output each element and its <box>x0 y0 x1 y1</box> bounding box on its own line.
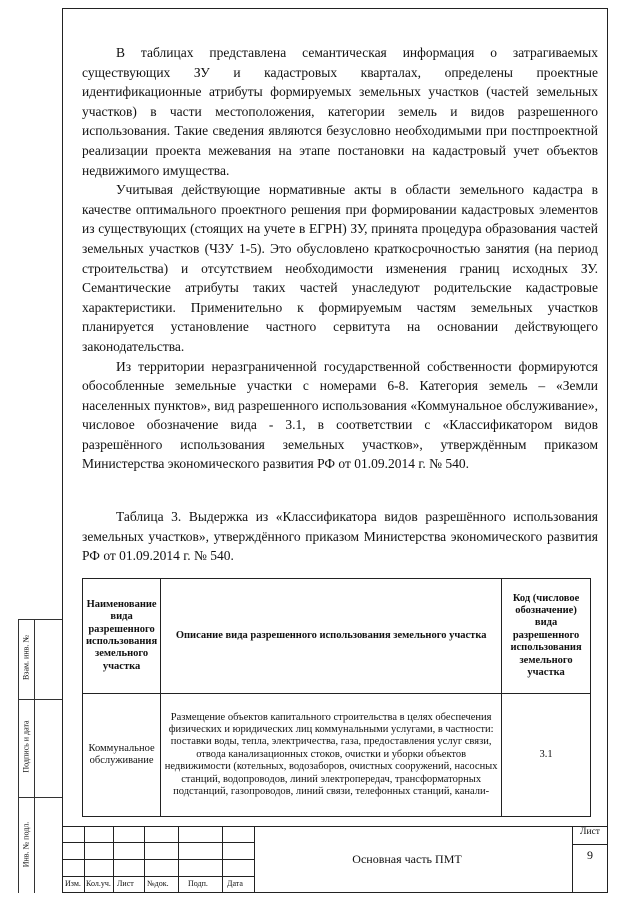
side-label-replace-inv: Взам. инв. № <box>21 634 31 681</box>
main-text <box>82 43 598 474</box>
stamp-col-date: Дата <box>227 879 243 888</box>
sheet-label: Лист <box>580 827 600 837</box>
stamp-col-docnum: №док. <box>147 879 169 888</box>
side-label-signature-date: Подпись и дата <box>21 720 31 773</box>
header-code: Код (числовое обозначение) вида разрешенного использования земельного участка <box>502 579 591 694</box>
stamp-col-change: Изм. <box>65 879 81 888</box>
cell-code: 3.1 <box>502 694 591 817</box>
cell-name: Коммунальное обслуживание <box>83 694 161 817</box>
header-description: Описание вида разрешенного использования земельного участка <box>161 579 502 694</box>
stamp-col-signature: Подп. <box>188 879 208 888</box>
paragraph-1: В таблицах представлена семантическая информация о затрагиваемых существующих ЗУ и кадастровых кварталах, определены проектные идентификационные атрибуты формируемых земельных участков (частей земельных участков) в части местоположения, категории земель и видов разрешенного использования. Такие сведения являются безусловно необходимыми при постпроектной реализации проекта межевания на этапе постановки на кадастровый учет объектов недвижимого имущества. <box>82 45 598 178</box>
side-label-original-inv: Инв. № подл. <box>21 821 31 868</box>
paragraph-2: Учитывая действующие нормативные акты в области земельного кадастра в качестве оптимального проектного решения при формировании кадастровых элементов из существующих (стоящих на учете в ЕГРН) ЗУ, принята процедура образования частей земельных участков (ЧЗУ 1-5). Это обусловлено краткосрочностью занятия (на период строительства) и отсутствием необходимости изменения границ исходных ЗУ. Семантические атрибуты таких частей унаследуют родительские кадастровые характеристики. Применительно к формируемым частям земельных участков планируется установление частного сервитута на основании действующего законодательства. <box>82 182 598 354</box>
header-name: Наименование вида разрешенного использования земельного участка <box>83 579 161 694</box>
paragraph-3: Из территории неразграниченной государственной собственности формируются обособленные земельные участки с номерами 6-8. Категория земель – «Земли населенных пунктов», вид разрешенного использования «Коммунальное обслуживание», числовое обозначение вида - 3.1, в соответствии с «Классификатором видов разрешённого использования земельных участков», утверждённым приказом Министерства экономического развития РФ от 01.09.2014 г. № 540. <box>82 358 598 472</box>
title-block <box>62 826 608 893</box>
stamp-col-count: Кол.уч. <box>86 879 111 888</box>
table-row <box>83 694 591 817</box>
sheet-number: 9 <box>587 848 593 862</box>
table-header-row <box>83 579 591 694</box>
side-stamp <box>18 619 62 893</box>
cell-description: Размещение объектов капитального строительства в целях обеспечения физических и юридических лиц коммунальными услугами, в частности: поставки воды, тепла, электричества, газа, предоставления услуг связи, отвода канализационных стоков, очистки и уборки объектов недвижимости (котельных, водозаборов, очистных сооружений, насосных станций, водопроводов, линий электропередач, трансформаторных подстанций, газопроводов, линий связи, телефонных станций, канали- <box>161 694 502 817</box>
classifier-table <box>82 578 591 817</box>
document-title: Основная часть ПМТ <box>352 852 462 866</box>
table-caption: Таблица 3. Выдержка из «Классификатора видов разрешённого использования земельных участков», утверждённого приказом Министерства экономического развития РФ от 01.09.2014 г. № 540. <box>82 509 598 564</box>
stamp-col-sheet: Лист <box>117 879 134 888</box>
